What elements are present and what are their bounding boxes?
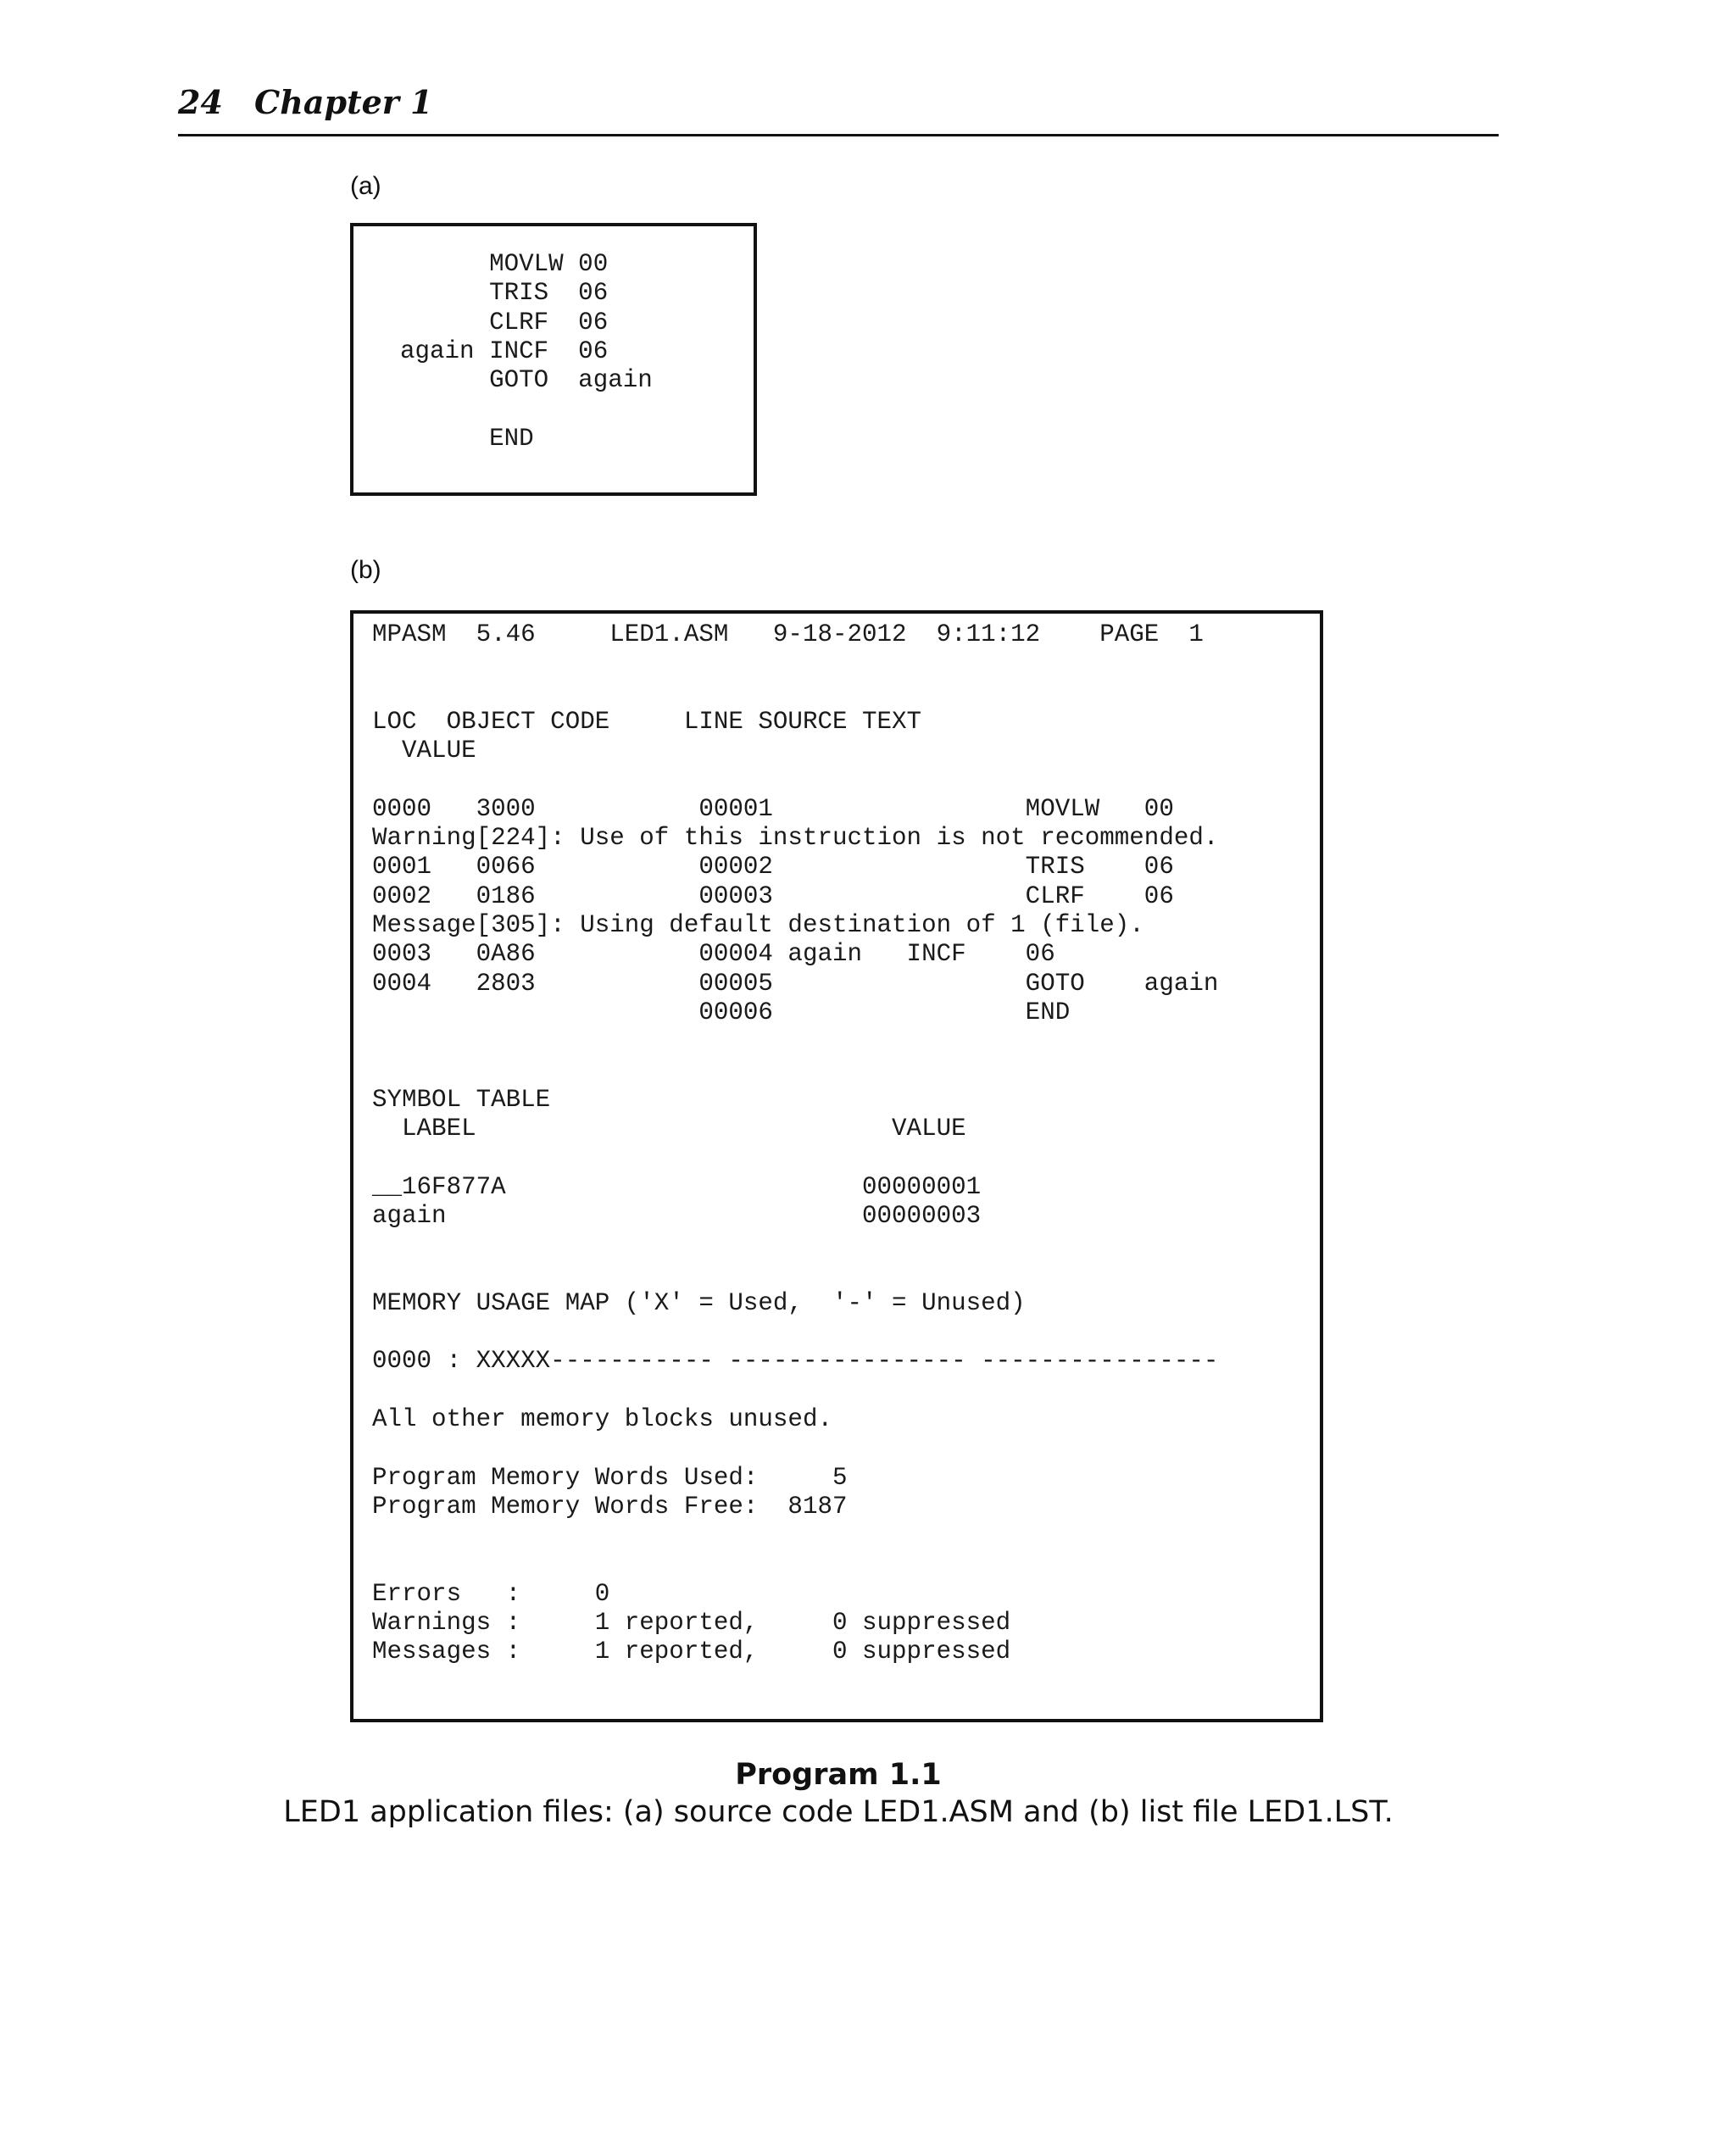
list-file-line: Messages : 1 reported, 0 suppressed — [372, 1638, 1011, 1666]
chapter-title: Chapter 1 — [254, 83, 433, 121]
list-file-line: Program Memory Words Free: 8187 — [372, 1492, 848, 1521]
list-file-line: MEMORY USAGE MAP ('X' = Used, '-' = Unused) — [372, 1288, 1026, 1317]
list-file-line: LABEL VALUE — [372, 1115, 966, 1143]
list-file-line: 00006 END — [372, 998, 1071, 1026]
panel-a-label: (a) — [350, 172, 381, 200]
source-code-listing — [400, 250, 653, 453]
source-code-line: CLRF 06 — [400, 308, 609, 336]
source-code-line: MOVLW 00 — [400, 250, 609, 278]
source-code-box — [350, 223, 757, 496]
list-file-line: VALUE — [372, 737, 476, 765]
list-file-line: 0001 0066 00002 TRIS 06 — [372, 853, 1174, 881]
list-file-line: __16F877A 00000001 — [372, 1172, 982, 1201]
list-file-line: 0000 : XXXXX----------- ---------------- ---------------- — [372, 1347, 1219, 1376]
list-file-box — [350, 610, 1323, 1722]
figure-caption-text: LED1 application files: (a) source code LED1.ASM and (b) list file LED1.LST. — [283, 1795, 1394, 1829]
list-file-line: MPASM 5.46 LED1.ASM 9-18-2012 9:11:12 PAGE 1 — [372, 620, 1204, 648]
source-code-line: TRIS 06 — [400, 279, 609, 308]
list-file-line: LOC OBJECT CODE LINE SOURCE TEXT — [372, 707, 922, 736]
page-number: 24 — [178, 83, 223, 121]
list-file-line: 0004 2803 00005 GOTO again — [372, 969, 1219, 998]
list-file-line: 0002 0186 00003 CLRF 06 — [372, 881, 1174, 910]
list-file-line: Warning[224]: Use of this instruction is not recommended. — [372, 824, 1219, 853]
list-file-line: Errors : 0 — [372, 1579, 610, 1608]
list-file-line: 0003 0A86 00004 again INCF 06 — [372, 940, 1055, 969]
list-file-line: again 00000003 — [372, 1201, 982, 1230]
source-code-line: GOTO again — [400, 366, 653, 395]
source-code-line: again INCF 06 — [400, 336, 609, 365]
list-file-line: Message[305]: Using default destination of 1 (file). — [372, 910, 1144, 939]
list-file-line: 0000 3000 00001 MOVLW 00 — [372, 794, 1174, 823]
source-code-line: END — [400, 424, 534, 453]
list-file-line: Warnings : 1 reported, 0 suppressed — [372, 1609, 1011, 1638]
panel-b-label: (b) — [350, 556, 381, 584]
list-file-line: Program Memory Words Used: 5 — [372, 1463, 848, 1492]
list-file-line: SYMBOL TABLE — [372, 1085, 551, 1114]
list-file-listing — [372, 620, 1218, 1667]
running-header — [178, 81, 1499, 136]
figure-caption-title: Program 1.1 — [735, 1758, 942, 1792]
list-file-line: All other memory blocks unused. — [372, 1405, 832, 1434]
